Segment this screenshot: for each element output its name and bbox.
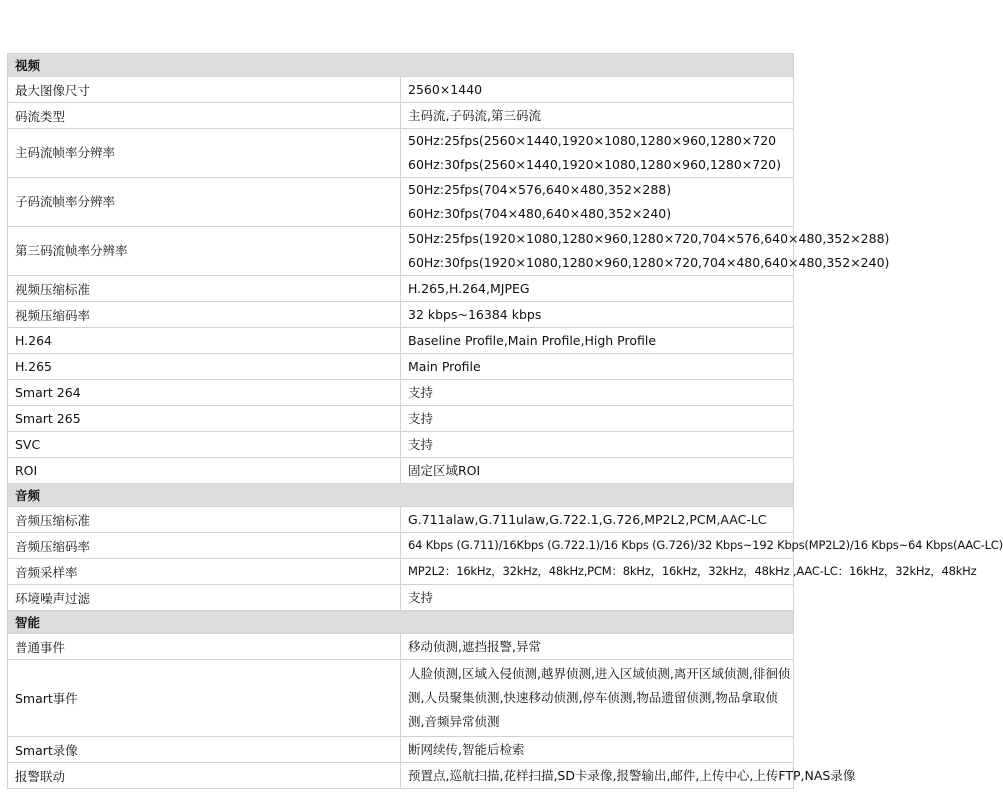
spec-label: 报警联动 <box>8 763 401 789</box>
spec-value: 预置点,巡航扫描,花样扫描,SD卡录像,报警输出,邮件,上传中心,上传FTP,NAS录像 <box>408 768 856 783</box>
section-header-smart <box>8 611 794 634</box>
spec-label: ROI <box>8 458 401 484</box>
section-title: 智能 <box>8 611 794 634</box>
spec-label: 子码流帧率分辨率 <box>8 178 401 227</box>
spec-value: 支持 <box>408 385 434 400</box>
spec-row-basic-event <box>8 634 794 660</box>
spec-row-audio-codec <box>8 507 794 533</box>
spec-value: 60Hz:30fps(704×480,640×480,352×240) <box>408 206 672 221</box>
spec-label: 最大图像尺寸 <box>8 77 401 103</box>
spec-row-smart265 <box>8 406 794 432</box>
spec-row-video-bitrate <box>8 302 794 328</box>
spec-row-third-stream <box>8 227 794 276</box>
spec-value: 支持 <box>408 437 434 452</box>
section-header-audio <box>8 484 794 507</box>
spec-row-roi <box>8 458 794 484</box>
spec-label: Smart 264 <box>8 380 401 406</box>
spec-row-audio-bitrate <box>8 533 794 559</box>
spec-label: 音频采样率 <box>8 559 401 585</box>
spec-value: 50Hz:25fps(1920×1080,1280×960,1280×720,704×576,640×480,352×288) <box>408 231 890 246</box>
spec-value: 断网续传,智能后检索 <box>408 742 525 757</box>
spec-value: MP2L2：16kHz，32kHz，48kHz,PCM：8kHz，16kHz，32kHz，48kHz ,AAC-LC：16kHz，32kHz，48kHz <box>408 564 977 578</box>
spec-label: Smart事件 <box>8 660 401 737</box>
spec-value: 2560×1440 <box>408 82 483 97</box>
spec-value: Baseline Profile,Main Profile,High Profile <box>408 333 657 348</box>
spec-row-h265 <box>8 354 794 380</box>
spec-row-noise-filter <box>8 585 794 611</box>
spec-label: 第三码流帧率分辨率 <box>8 227 401 276</box>
spec-value: 60Hz:30fps(2560×1440,1920×1080,1280×960,1280×720) <box>408 157 781 172</box>
spec-value: G.711alaw,G.711ulaw,G.722.1,G.726,MP2L2,PCM,AAC-LC <box>408 512 767 527</box>
spec-row-video-codec <box>8 276 794 302</box>
spec-value: 主码流,子码流,第三码流 <box>408 108 541 123</box>
spec-value: 人脸侦测,区域入侵侦测,越界侦测,进入区域侦测,离开区域侦测,徘徊侦测,人员聚集侦测,快速移动侦测,停车侦测,物品遗留侦测,物品拿取侦测,音频异常侦测 <box>408 666 791 729</box>
spec-label: 码流类型 <box>8 103 401 129</box>
spec-value: 32 kbps~16384 kbps <box>408 307 542 322</box>
spec-row-smart-record <box>8 737 794 763</box>
spec-value: 60Hz:30fps(1920×1080,1280×960,1280×720,704×480,640×480,352×240) <box>408 255 890 270</box>
spec-label: 音频压缩标准 <box>8 507 401 533</box>
spec-label: 普通事件 <box>8 634 401 660</box>
spec-label: 环境噪声过滤 <box>8 585 401 611</box>
spec-value: 移动侦测,遮挡报警,异常 <box>408 639 541 654</box>
spec-value: H.265,H.264,MJPEG <box>408 281 530 296</box>
spec-value: 64 Kbps (G.711)/16Kbps (G.722.1)/16 Kbps (G.726)/32 Kbps~192 Kbps(MP2L2)/16 Kbps~64 Kbps(AAC-LC) <box>408 538 1003 552</box>
spec-value: 50Hz:25fps(2560×1440,1920×1080,1280×960,1280×720 <box>408 133 777 148</box>
spec-row-audio-sampling <box>8 559 794 585</box>
section-title: 视频 <box>8 54 794 77</box>
spec-row-alarm-linkage <box>8 763 794 789</box>
spec-row-main-stream <box>8 129 794 178</box>
spec-row-smart-event <box>8 660 794 737</box>
spec-row-h264 <box>8 328 794 354</box>
section-title: 音频 <box>8 484 794 507</box>
spec-value: 固定区域ROI <box>408 463 481 478</box>
spec-value: 支持 <box>408 411 434 426</box>
spec-label: 音频压缩码率 <box>8 533 401 559</box>
spec-value: 50Hz:25fps(704×576,640×480,352×288) <box>408 182 672 197</box>
spec-row-smart264 <box>8 380 794 406</box>
spec-row-max-resolution <box>8 77 794 103</box>
spec-value: 支持 <box>408 590 434 605</box>
spec-row-stream-type <box>8 103 794 129</box>
spec-label: SVC <box>8 432 401 458</box>
spec-table <box>7 53 1003 789</box>
spec-value: Main Profile <box>408 359 481 374</box>
spec-row-svc <box>8 432 794 458</box>
spec-label: 视频压缩码率 <box>8 302 401 328</box>
spec-label: 视频压缩标准 <box>8 276 401 302</box>
spec-label: Smart 265 <box>8 406 401 432</box>
spec-label: H.265 <box>8 354 401 380</box>
spec-label: H.264 <box>8 328 401 354</box>
spec-label: 主码流帧率分辨率 <box>8 129 401 178</box>
spec-row-sub-stream <box>8 178 794 227</box>
section-header-video <box>8 54 794 77</box>
spec-label: Smart录像 <box>8 737 401 763</box>
